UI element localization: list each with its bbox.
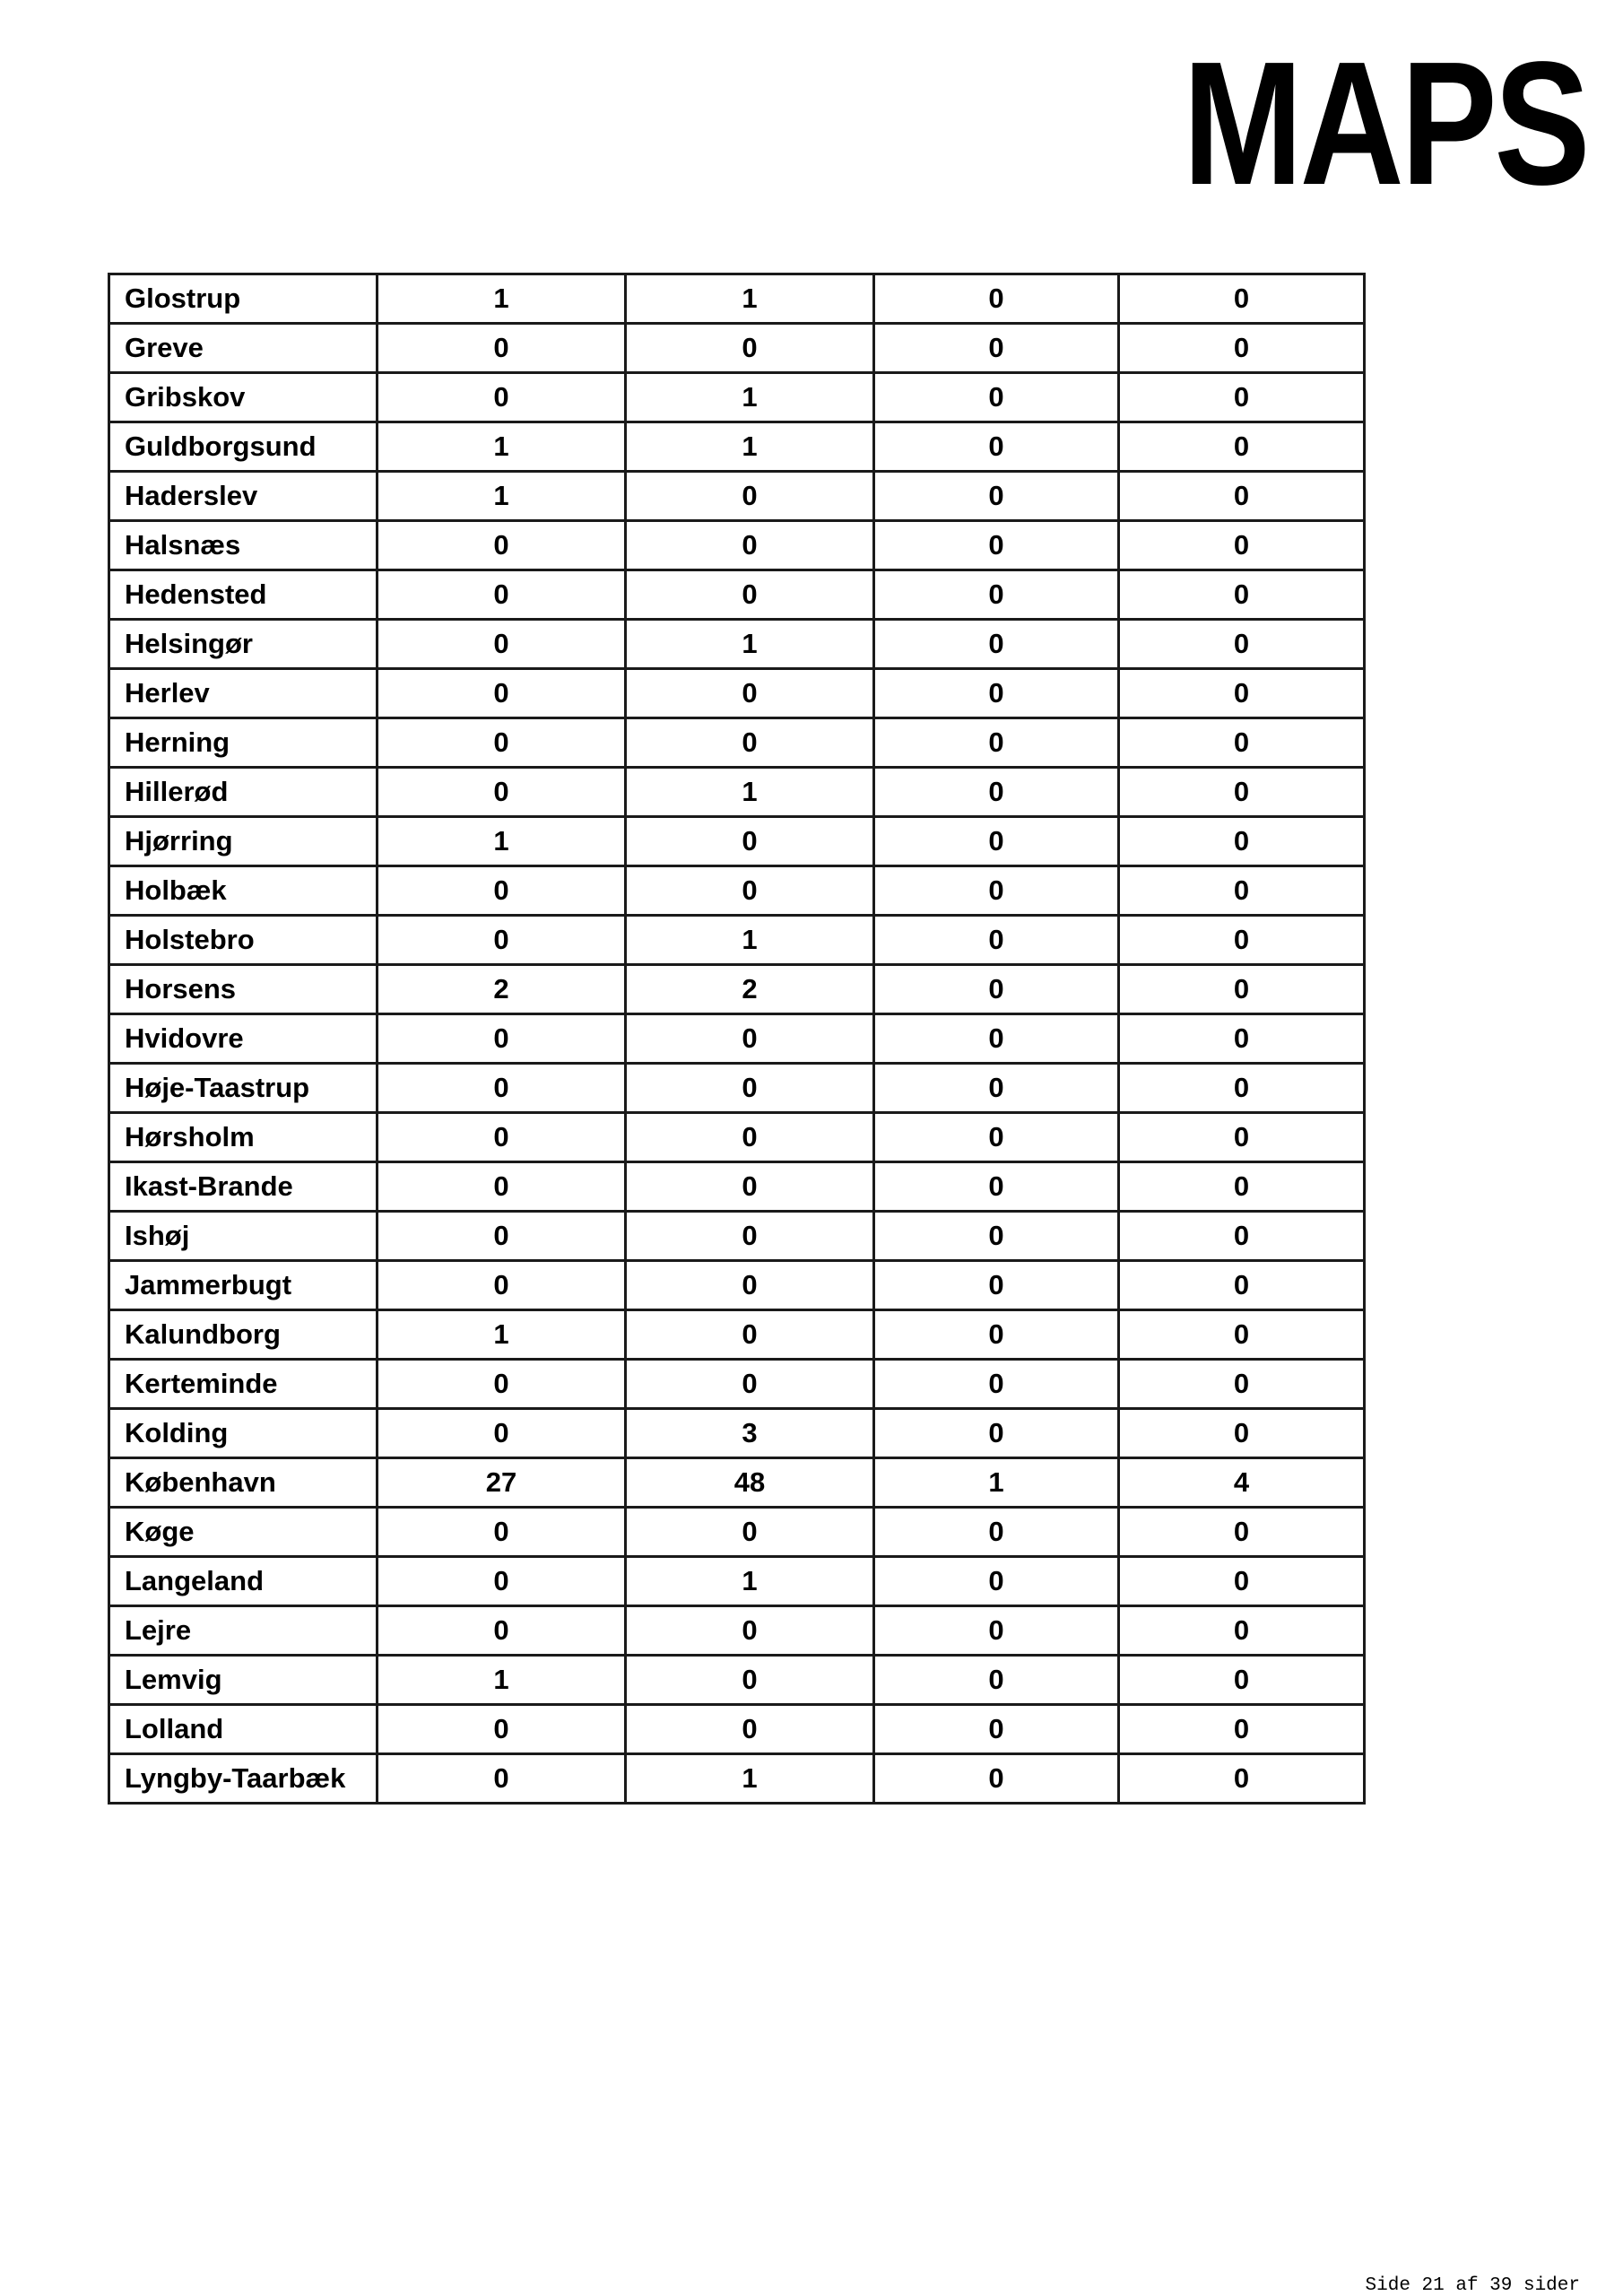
value-cell-4: 0 (1119, 1113, 1365, 1162)
value-cell-4: 0 (1119, 620, 1365, 669)
value-cell-2: 0 (626, 570, 874, 620)
table-row (109, 324, 1365, 373)
value-cell-3: 0 (874, 1656, 1119, 1705)
value-cell-4: 0 (1119, 1754, 1365, 1804)
value-cell-2: 0 (626, 1656, 874, 1705)
value-cell-4: 0 (1119, 1162, 1365, 1212)
value-cell-2: 0 (626, 817, 874, 866)
table-row (109, 1557, 1365, 1606)
value-cell-2: 0 (626, 669, 874, 718)
value-cell-4: 0 (1119, 1360, 1365, 1409)
table-row (109, 669, 1365, 718)
value-cell-4: 0 (1119, 817, 1365, 866)
value-cell-3: 0 (874, 1261, 1119, 1310)
municipality-name-cell: Holstebro (109, 916, 378, 965)
value-cell-4: 0 (1119, 768, 1365, 817)
table-row (109, 1458, 1365, 1508)
value-cell-4: 0 (1119, 1409, 1365, 1458)
page-number: Side 21 af 39 sider (1365, 2275, 1580, 2296)
municipality-name-cell: Ishøj (109, 1212, 378, 1261)
value-cell-4: 0 (1119, 718, 1365, 768)
table-row (109, 472, 1365, 521)
value-cell-3: 0 (874, 1409, 1119, 1458)
value-cell-2: 0 (626, 1212, 874, 1261)
value-cell-3: 0 (874, 521, 1119, 570)
value-cell-2: 0 (626, 1014, 874, 1064)
value-cell-1: 0 (378, 1261, 626, 1310)
value-cell-3: 0 (874, 373, 1119, 422)
table-row (109, 916, 1365, 965)
value-cell-4: 0 (1119, 373, 1365, 422)
table-row (109, 1212, 1365, 1261)
value-cell-2: 1 (626, 620, 874, 669)
table-row (109, 1656, 1365, 1705)
value-cell-1: 0 (378, 373, 626, 422)
table-row (109, 521, 1365, 570)
value-cell-1: 0 (378, 718, 626, 768)
value-cell-2: 3 (626, 1409, 874, 1458)
value-cell-1: 1 (378, 274, 626, 324)
value-cell-4: 0 (1119, 1212, 1365, 1261)
value-cell-2: 1 (626, 1754, 874, 1804)
value-cell-4: 0 (1119, 1261, 1365, 1310)
table-row (109, 1113, 1365, 1162)
value-cell-4: 0 (1119, 422, 1365, 472)
table-row (109, 1064, 1365, 1113)
value-cell-4: 0 (1119, 669, 1365, 718)
value-cell-3: 0 (874, 1705, 1119, 1754)
value-cell-4: 0 (1119, 1310, 1365, 1360)
value-cell-3: 0 (874, 1014, 1119, 1064)
value-cell-3: 0 (874, 1557, 1119, 1606)
value-cell-1: 0 (378, 1162, 626, 1212)
table-row (109, 1360, 1365, 1409)
value-cell-2: 1 (626, 916, 874, 965)
value-cell-2: 0 (626, 1064, 874, 1113)
value-cell-1: 0 (378, 669, 626, 718)
value-cell-1: 0 (378, 324, 626, 373)
table-row (109, 866, 1365, 916)
value-cell-2: 0 (626, 1508, 874, 1557)
value-cell-1: 0 (378, 570, 626, 620)
value-cell-1: 2 (378, 965, 626, 1014)
table-row (109, 570, 1365, 620)
municipality-name-cell: Hjørring (109, 817, 378, 866)
value-cell-1: 0 (378, 1508, 626, 1557)
value-cell-3: 0 (874, 669, 1119, 718)
value-cell-2: 0 (626, 1310, 874, 1360)
value-cell-1: 0 (378, 1064, 626, 1113)
municipality-name-cell: Herlev (109, 669, 378, 718)
value-cell-2: 1 (626, 373, 874, 422)
municipality-table (108, 273, 1366, 1805)
municipality-name-cell: Helsingør (109, 620, 378, 669)
municipality-name-cell: Gribskov (109, 373, 378, 422)
table-row (109, 1261, 1365, 1310)
value-cell-1: 0 (378, 1705, 626, 1754)
table-row (109, 1606, 1365, 1656)
table-row (109, 768, 1365, 817)
table-row (109, 817, 1365, 866)
municipality-name-cell: Kalundborg (109, 1310, 378, 1360)
municipality-name-cell: Høje-Taastrup (109, 1064, 378, 1113)
value-cell-1: 0 (378, 1113, 626, 1162)
value-cell-2: 0 (626, 1606, 874, 1656)
value-cell-3: 0 (874, 965, 1119, 1014)
value-cell-2: 1 (626, 274, 874, 324)
value-cell-3: 0 (874, 324, 1119, 373)
value-cell-2: 48 (626, 1458, 874, 1508)
value-cell-3: 0 (874, 768, 1119, 817)
value-cell-1: 0 (378, 916, 626, 965)
value-cell-3: 0 (874, 916, 1119, 965)
value-cell-4: 0 (1119, 472, 1365, 521)
value-cell-3: 0 (874, 1113, 1119, 1162)
municipality-name-cell: Haderslev (109, 472, 378, 521)
value-cell-3: 0 (874, 718, 1119, 768)
value-cell-3: 0 (874, 1360, 1119, 1409)
municipality-name-cell: Ikast-Brande (109, 1162, 378, 1212)
table-row (109, 620, 1365, 669)
value-cell-1: 27 (378, 1458, 626, 1508)
municipality-name-cell: København (109, 1458, 378, 1508)
value-cell-4: 0 (1119, 1064, 1365, 1113)
value-cell-2: 0 (626, 1360, 874, 1409)
value-cell-3: 0 (874, 1212, 1119, 1261)
value-cell-3: 0 (874, 866, 1119, 916)
value-cell-2: 0 (626, 472, 874, 521)
table-row (109, 718, 1365, 768)
value-cell-2: 0 (626, 521, 874, 570)
municipality-name-cell: Jammerbugt (109, 1261, 378, 1310)
table-row (109, 1409, 1365, 1458)
value-cell-1: 0 (378, 1360, 626, 1409)
municipality-name-cell: Guldborgsund (109, 422, 378, 472)
municipality-name-cell: Lemvig (109, 1656, 378, 1705)
table-row (109, 373, 1365, 422)
value-cell-4: 0 (1119, 866, 1365, 916)
value-cell-4: 0 (1119, 1705, 1365, 1754)
value-cell-2: 1 (626, 1557, 874, 1606)
value-cell-3: 0 (874, 1606, 1119, 1656)
value-cell-1: 0 (378, 1212, 626, 1261)
municipality-name-cell: Hørsholm (109, 1113, 378, 1162)
value-cell-2: 0 (626, 718, 874, 768)
table-row (109, 422, 1365, 472)
value-cell-2: 0 (626, 1162, 874, 1212)
value-cell-3: 0 (874, 1508, 1119, 1557)
value-cell-2: 1 (626, 768, 874, 817)
value-cell-4: 0 (1119, 1606, 1365, 1656)
value-cell-3: 0 (874, 274, 1119, 324)
value-cell-3: 0 (874, 570, 1119, 620)
municipality-name-cell: Kolding (109, 1409, 378, 1458)
municipality-name-cell: Glostrup (109, 274, 378, 324)
value-cell-4: 0 (1119, 324, 1365, 373)
value-cell-3: 0 (874, 1754, 1119, 1804)
value-cell-2: 1 (626, 422, 874, 472)
value-cell-1: 0 (378, 1754, 626, 1804)
value-cell-1: 0 (378, 1014, 626, 1064)
table-body (109, 274, 1365, 1804)
table-row (109, 1508, 1365, 1557)
municipality-name-cell: Hedensted (109, 570, 378, 620)
table-row (109, 1310, 1365, 1360)
value-cell-3: 0 (874, 817, 1119, 866)
value-cell-3: 0 (874, 1310, 1119, 1360)
value-cell-2: 0 (626, 1705, 874, 1754)
municipality-name-cell: Kerteminde (109, 1360, 378, 1409)
value-cell-4: 0 (1119, 916, 1365, 965)
municipality-name-cell: Horsens (109, 965, 378, 1014)
municipality-name-cell: Holbæk (109, 866, 378, 916)
table-row (109, 274, 1365, 324)
value-cell-1: 1 (378, 1310, 626, 1360)
value-cell-1: 0 (378, 620, 626, 669)
municipality-name-cell: Køge (109, 1508, 378, 1557)
value-cell-1: 1 (378, 472, 626, 521)
value-cell-2: 0 (626, 1113, 874, 1162)
municipality-name-cell: Lejre (109, 1606, 378, 1656)
value-cell-4: 4 (1119, 1458, 1365, 1508)
value-cell-1: 0 (378, 521, 626, 570)
municipality-name-cell: Greve (109, 324, 378, 373)
value-cell-4: 0 (1119, 570, 1365, 620)
value-cell-1: 1 (378, 817, 626, 866)
value-cell-4: 0 (1119, 274, 1365, 324)
value-cell-3: 0 (874, 1064, 1119, 1113)
value-cell-3: 1 (874, 1458, 1119, 1508)
municipality-name-cell: Hillerød (109, 768, 378, 817)
value-cell-4: 0 (1119, 965, 1365, 1014)
value-cell-4: 0 (1119, 1508, 1365, 1557)
table-row (109, 1705, 1365, 1754)
value-cell-1: 0 (378, 768, 626, 817)
value-cell-2: 0 (626, 866, 874, 916)
municipality-name-cell: Lolland (109, 1705, 378, 1754)
value-cell-2: 0 (626, 1261, 874, 1310)
value-cell-3: 0 (874, 472, 1119, 521)
value-cell-4: 0 (1119, 1557, 1365, 1606)
value-cell-3: 0 (874, 1162, 1119, 1212)
municipality-name-cell: Halsnæs (109, 521, 378, 570)
value-cell-3: 0 (874, 620, 1119, 669)
municipality-name-cell: Lyngby-Taarbæk (109, 1754, 378, 1804)
municipality-name-cell: Hvidovre (109, 1014, 378, 1064)
table-row (109, 1754, 1365, 1804)
value-cell-2: 0 (626, 324, 874, 373)
value-cell-4: 0 (1119, 521, 1365, 570)
municipality-name-cell: Langeland (109, 1557, 378, 1606)
table-row (109, 1014, 1365, 1064)
value-cell-3: 0 (874, 422, 1119, 472)
value-cell-1: 0 (378, 1606, 626, 1656)
value-cell-1: 0 (378, 1409, 626, 1458)
value-cell-1: 1 (378, 1656, 626, 1705)
value-cell-1: 0 (378, 1557, 626, 1606)
maps-logo: MAPS (1182, 25, 1587, 222)
table-row (109, 1162, 1365, 1212)
table-row (109, 965, 1365, 1014)
value-cell-1: 1 (378, 422, 626, 472)
value-cell-2: 2 (626, 965, 874, 1014)
value-cell-1: 0 (378, 866, 626, 916)
value-cell-4: 0 (1119, 1014, 1365, 1064)
municipality-name-cell: Herning (109, 718, 378, 768)
value-cell-4: 0 (1119, 1656, 1365, 1705)
